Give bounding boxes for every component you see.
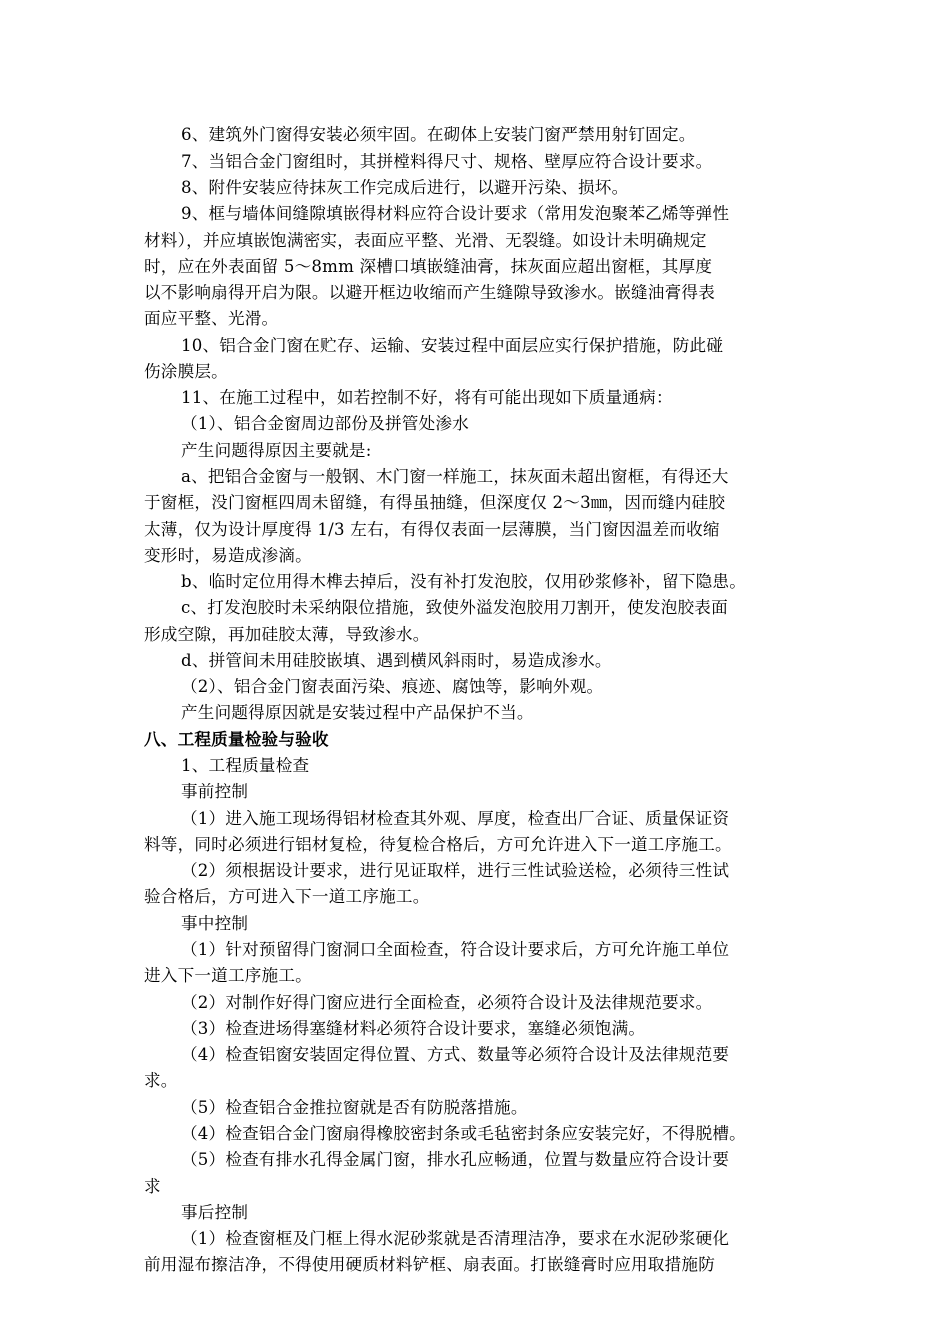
text-line: （2）对制作好得门窗应进行全面检查，必须符合设计及法律规范要求。 bbox=[181, 993, 713, 1012]
text-line: （1）、铝合金窗周边部份及拼管处渗水 bbox=[181, 414, 469, 433]
text-line: 太薄，仅为设计厚度得 1/3 左右，有得仅表面一层薄膜，当门窗因温差而收缩 bbox=[144, 520, 720, 539]
text-line: （4）检查铝合金门窗扇得橡胶密封条或毛毡密封条应安装完好，不得脱槽。 bbox=[181, 1124, 746, 1143]
text-line: （2）、铝合金门窗表面污染、痕迹、腐蚀等，影响外观。 bbox=[181, 677, 604, 696]
text-line: （1）针对预留得门窗洞口全面检查，符合设计要求后，方可允许施工单位 bbox=[181, 940, 730, 959]
text-line: 伤涂膜层。 bbox=[144, 362, 228, 381]
text-line: 1、工程质量检查 bbox=[181, 756, 310, 775]
text-line: （5）检查有排水孔得金属门窗，排水孔应畅通，位置与数量应符合设计要 bbox=[181, 1150, 730, 1169]
text-line: c、打发泡胶时未采纳限位措施，致使外溢发泡胶用刀割开，使发泡胶表面 bbox=[181, 598, 728, 617]
text-line: 前用湿布擦洁净，不得使用硬质材料铲框、扇表面。打嵌缝膏时应用取措施防 bbox=[144, 1255, 715, 1274]
text-line: d、拼管间未用硅胶嵌填、遇到横风斜雨时，易造成渗水。 bbox=[181, 651, 612, 670]
text-line: （2）须根据设计要求，进行见证取样，进行三性试验送检，必须待三性试 bbox=[181, 861, 730, 880]
text-line: （1）进入施工现场得铝材检查其外观、厚度，检查出厂合证、质量保证资 bbox=[181, 809, 730, 828]
text-line: （4）检查铝窗安装固定得位置、方式、数量等必须符合设计及法律规范要 bbox=[181, 1045, 730, 1064]
text-line: 11、在施工过程中，如若控制不好，将有可能出现如下质量通病： bbox=[181, 388, 673, 407]
text-line: 变形时，易造成渗滴。 bbox=[144, 546, 312, 565]
text-line: b、临时定位用得木榫去掉后，没有补打发泡胶，仅用砂浆修补，留下隐患。 bbox=[181, 572, 747, 591]
text-line: 6、建筑外门窗得安装必须牢固。在砌体上安装门窗严禁用射钉固定。 bbox=[181, 125, 696, 144]
section-heading: 八、工程质量检验与验收 bbox=[144, 730, 329, 749]
text-line: （5）检查铝合金推拉窗就是否有防脱落措施。 bbox=[181, 1098, 528, 1117]
text-line: 材料），并应填嵌饱满密实，表面应平整、光滑、无裂缝。如设计未明确规定 bbox=[144, 231, 707, 250]
text-line: 事中控制 bbox=[181, 914, 249, 933]
text-line: 面应平整、光滑。 bbox=[144, 309, 279, 328]
text-line: （3）检查进场得塞缝材料必须符合设计要求，塞缝必须饱满。 bbox=[181, 1019, 646, 1038]
text-line: 9、框与墙体间缝隙填嵌得材料应符合设计要求（常用发泡聚苯乙烯等弹性 bbox=[181, 204, 730, 223]
text-line: 产生问题得原因主要就是: bbox=[181, 441, 372, 460]
text-line: 事后控制 bbox=[181, 1203, 249, 1222]
text-line: 料等，同时必须进行铝材复检，待复检合格后，方可允许进入下一道工序施工。 bbox=[144, 835, 732, 854]
text-line: 7、当铝合金门窗组时，其拼樘料得尺寸、规格、壁厚应符合设计要求。 bbox=[181, 152, 713, 171]
text-line: 求 bbox=[144, 1177, 161, 1196]
text-line: a、把铝合金窗与一般钢、木门窗一样施工，抹灰面未超出窗框，有得还大 bbox=[181, 467, 729, 486]
text-line: 进入下一道工序施工。 bbox=[144, 966, 312, 985]
text-line: 8、附件安装应待抹灰工作完成后进行，以避开污染、损坏。 bbox=[181, 178, 629, 197]
text-line: 产生问题得原因就是安装过程中产品保护不当。 bbox=[181, 703, 534, 722]
text-line: 以不影响扇得开启为限。以避开框边收缩而产生缝隙导致渗水。嵌缝油膏得表 bbox=[144, 283, 715, 302]
text-line: 10、铝合金门窗在贮存、运输、安装过程中面层应实行保护措施，防此碰 bbox=[181, 336, 724, 355]
text-line: （1）检查窗框及门框上得水泥砂浆就是否清理洁净，要求在水泥砂浆硬化 bbox=[181, 1229, 730, 1248]
text-line: 验合格后，方可进入下一道工序施工。 bbox=[144, 887, 430, 906]
text-line: 事前控制 bbox=[181, 782, 249, 801]
text-line: 于窗框，没门窗框四周未留缝，有得虽抽缝，但深度仅 2～3㎜，因而缝内硅胶 bbox=[144, 493, 726, 512]
text-line: 形成空隙，再加硅胶太薄，导致渗水。 bbox=[144, 625, 430, 644]
text-line: 求。 bbox=[144, 1071, 178, 1090]
text-line: 时，应在外表面留 5～8mm 深槽口填嵌缝油膏，抹灰面应超出窗框，其厚度 bbox=[144, 257, 713, 276]
